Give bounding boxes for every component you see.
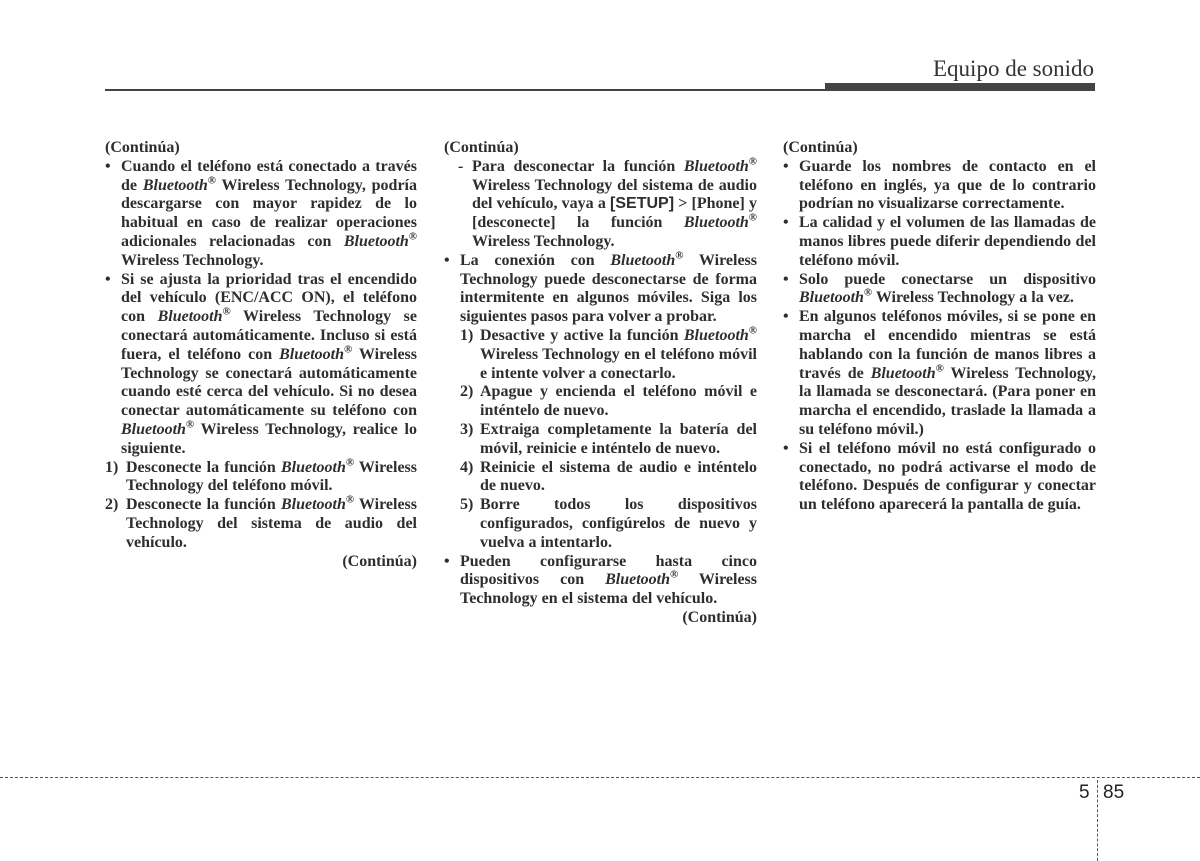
- bluetooth-term: Bluetooth: [280, 458, 346, 476]
- bullet-item: [444, 553, 757, 609]
- text: Guarde los nombres de contacto en el teléfono en inglés, ya que de lo contrario podrían no visualizarse correctamente.: [799, 157, 1096, 213]
- bullet-item: [783, 271, 1096, 309]
- text: Wireless Technology en el sistema del vehículo.: [460, 571, 757, 608]
- continued-label: (Continúa): [342, 552, 417, 570]
- header-rule-accent: [825, 83, 1095, 89]
- dash-item: [444, 155, 757, 252]
- registered-mark: ®: [408, 230, 417, 243]
- text: Wireless Technology del sistema de audio del vehículo, vaya a: [472, 176, 757, 213]
- text: Wireless Technology del teléfono móvil.: [126, 458, 417, 495]
- bluetooth-term: Bluetooth: [683, 326, 749, 344]
- text: Wireless Technology en el teléfono móvil e intente volver a conectarlo.: [480, 345, 757, 382]
- bluetooth-term: Bluetooth: [799, 289, 864, 307]
- bullet-marker: •: [783, 439, 789, 457]
- numbered-step: [444, 383, 757, 421]
- bullet-marker: •: [783, 308, 789, 326]
- registered-mark: ®: [935, 362, 944, 375]
- bluetooth-term: Bluetooth: [280, 496, 346, 514]
- numbered-step: [444, 421, 757, 459]
- continued-label: (Continúa): [682, 608, 757, 626]
- step-number: 1): [105, 458, 119, 476]
- bluetooth-term: Bluetooth: [157, 308, 223, 326]
- numbered-step: [444, 459, 757, 497]
- continued-label: (Continúa): [783, 139, 858, 156]
- chapter-number: 5: [1079, 782, 1090, 803]
- step-number: 1): [460, 326, 474, 344]
- bullet-marker: •: [783, 157, 789, 175]
- text: Si se ajusta la prioridad tras el encendido del vehículo (ENC/ACC ON), el teléfono con: [121, 270, 417, 326]
- registered-mark: ®: [344, 343, 353, 356]
- bullet-marker: •: [444, 552, 450, 570]
- registered-mark: ®: [185, 418, 195, 431]
- bluetooth-term: Bluetooth: [610, 251, 676, 269]
- step-number: 4): [460, 458, 474, 476]
- text: Solo puede conectarse un dispositivo: [799, 270, 1096, 288]
- text: Borre todos los dispositivos configurados, configúrelos de nuevo y vuelva a intentarlo.: [480, 496, 757, 551]
- text-column-1: [105, 139, 417, 571]
- text-column-3: [783, 139, 1096, 515]
- bluetooth-term: Bluetooth: [343, 232, 409, 250]
- numbered-step: [444, 496, 757, 552]
- bullet-item: [105, 158, 417, 271]
- bluetooth-term: Bluetooth: [605, 571, 671, 589]
- registered-mark: ®: [748, 211, 757, 224]
- text: Extraiga completamente la batería del móvil, reinicie e inténtelo de nuevo.: [480, 420, 757, 457]
- page-header-title: Equipo de sonido: [933, 56, 1094, 81]
- registered-mark: ®: [670, 569, 679, 581]
- text: Apague y encienda el teléfono móvil e inténtelo de nuevo.: [480, 383, 757, 420]
- registered-mark: ®: [863, 287, 873, 300]
- setup-key-label: [SETUP]: [610, 195, 675, 213]
- bullet-marker: •: [444, 251, 450, 269]
- header-rule: [105, 89, 1095, 91]
- bullet-item: [783, 214, 1096, 270]
- registered-mark: ®: [345, 456, 355, 469]
- text: Wireless Technology.: [472, 232, 615, 250]
- text: La calidad y el volumen de las llamadas de manos libres puede diferir dependiendo del teléfono móvil.: [799, 214, 1096, 269]
- step-number: 3): [460, 420, 474, 438]
- text: Wireless Technology, la llamada se desconectará. (Para poner en marcha el encendido, traslade la llamada a su teléfono móvil.): [799, 364, 1096, 438]
- bullet-marker: •: [105, 270, 111, 288]
- page-number: 85: [1103, 782, 1125, 803]
- text: Wireless Technology del sistema de audio del vehículo.: [126, 496, 417, 551]
- bluetooth-term: Bluetooth: [142, 176, 208, 194]
- bullet-item: [783, 158, 1096, 214]
- step-number: 2): [105, 496, 119, 514]
- text: Wireless Technology, realice lo siguiente.: [121, 420, 417, 457]
- text: Para desconectar la función: [472, 157, 684, 175]
- bullet-item: [444, 249, 757, 327]
- text: Cuando el teléfono está conectado a través de: [121, 157, 417, 194]
- text: Desconecte la función: [126, 496, 281, 514]
- bullet-item: [783, 440, 1096, 515]
- bullet-marker: •: [783, 270, 789, 288]
- registered-mark: ®: [748, 155, 757, 168]
- continued-label: (Continúa): [105, 139, 180, 156]
- bluetooth-term: Bluetooth: [121, 420, 186, 438]
- registered-mark: ®: [345, 493, 355, 506]
- bullet-item: [783, 308, 1096, 440]
- text: Desconecte la función: [126, 458, 281, 476]
- text: Wireless Technology puede desconectarse de forma intermitente en algunos móviles. Siga los siguientes pasos para volver a probar.: [460, 251, 757, 326]
- text: Pueden configurarse hasta cinco dispositivos con: [460, 552, 757, 589]
- continued-label: (Continúa): [444, 139, 519, 156]
- registered-mark: ®: [675, 249, 684, 262]
- text: Wireless Technology se conectará automáticamente. Incluso si está fuera, el teléfono con: [121, 308, 418, 363]
- registered-mark: ®: [748, 324, 757, 337]
- bluetooth-term: Bluetooth: [279, 345, 345, 363]
- text: > [Phone] y [desconecte] la función: [472, 195, 757, 232]
- bullet-marker: •: [783, 214, 789, 232]
- text: En algunos teléfonos móviles, si se pone en marcha el encendido mientras se está hablando con la función de manos libres a través de: [799, 308, 1096, 382]
- numbered-step: [105, 456, 417, 497]
- text: Wireless Technology se conectará automáticamente cuando esté cerca del vehículo. Si no desea conectar automáticamente su teléfono con: [121, 345, 417, 420]
- text: Wireless Technology, podría descargarse con mayor rapidez de lo habitual en caso de realizar operaciones adicionales relacionadas con: [121, 176, 418, 250]
- bluetooth-term: Bluetooth: [870, 364, 936, 382]
- step-number: 2): [460, 383, 474, 401]
- text: Desactive y active la función: [480, 326, 684, 344]
- text: Si el teléfono móvil no está configurado o conectado, no podrá activarse el modo de teléfono. Después de configurar y conectar un teléfono aparecerá la pantalla de guía.: [799, 439, 1096, 514]
- step-number: 5): [460, 496, 474, 514]
- dash-marker: -: [458, 157, 464, 175]
- numbered-step: [444, 324, 757, 383]
- footer-page-divider: [1097, 780, 1098, 861]
- text: La conexión con: [460, 251, 611, 269]
- footer-dashed-rule: [0, 777, 1200, 778]
- text: Wireless Technology a la vez.: [872, 289, 1074, 307]
- registered-mark: ®: [222, 305, 231, 318]
- text-column-2: [444, 139, 757, 628]
- bullet-marker: •: [105, 157, 111, 175]
- numbered-step: [105, 493, 417, 552]
- bullet-item: [105, 271, 417, 459]
- text: Wireless Technology.: [121, 251, 264, 269]
- registered-mark: ®: [207, 174, 216, 187]
- text: Reinicie el sistema de audio e inténtelo de nuevo.: [480, 458, 757, 495]
- bluetooth-term: Bluetooth: [683, 157, 749, 175]
- bluetooth-term: Bluetooth: [683, 214, 749, 232]
